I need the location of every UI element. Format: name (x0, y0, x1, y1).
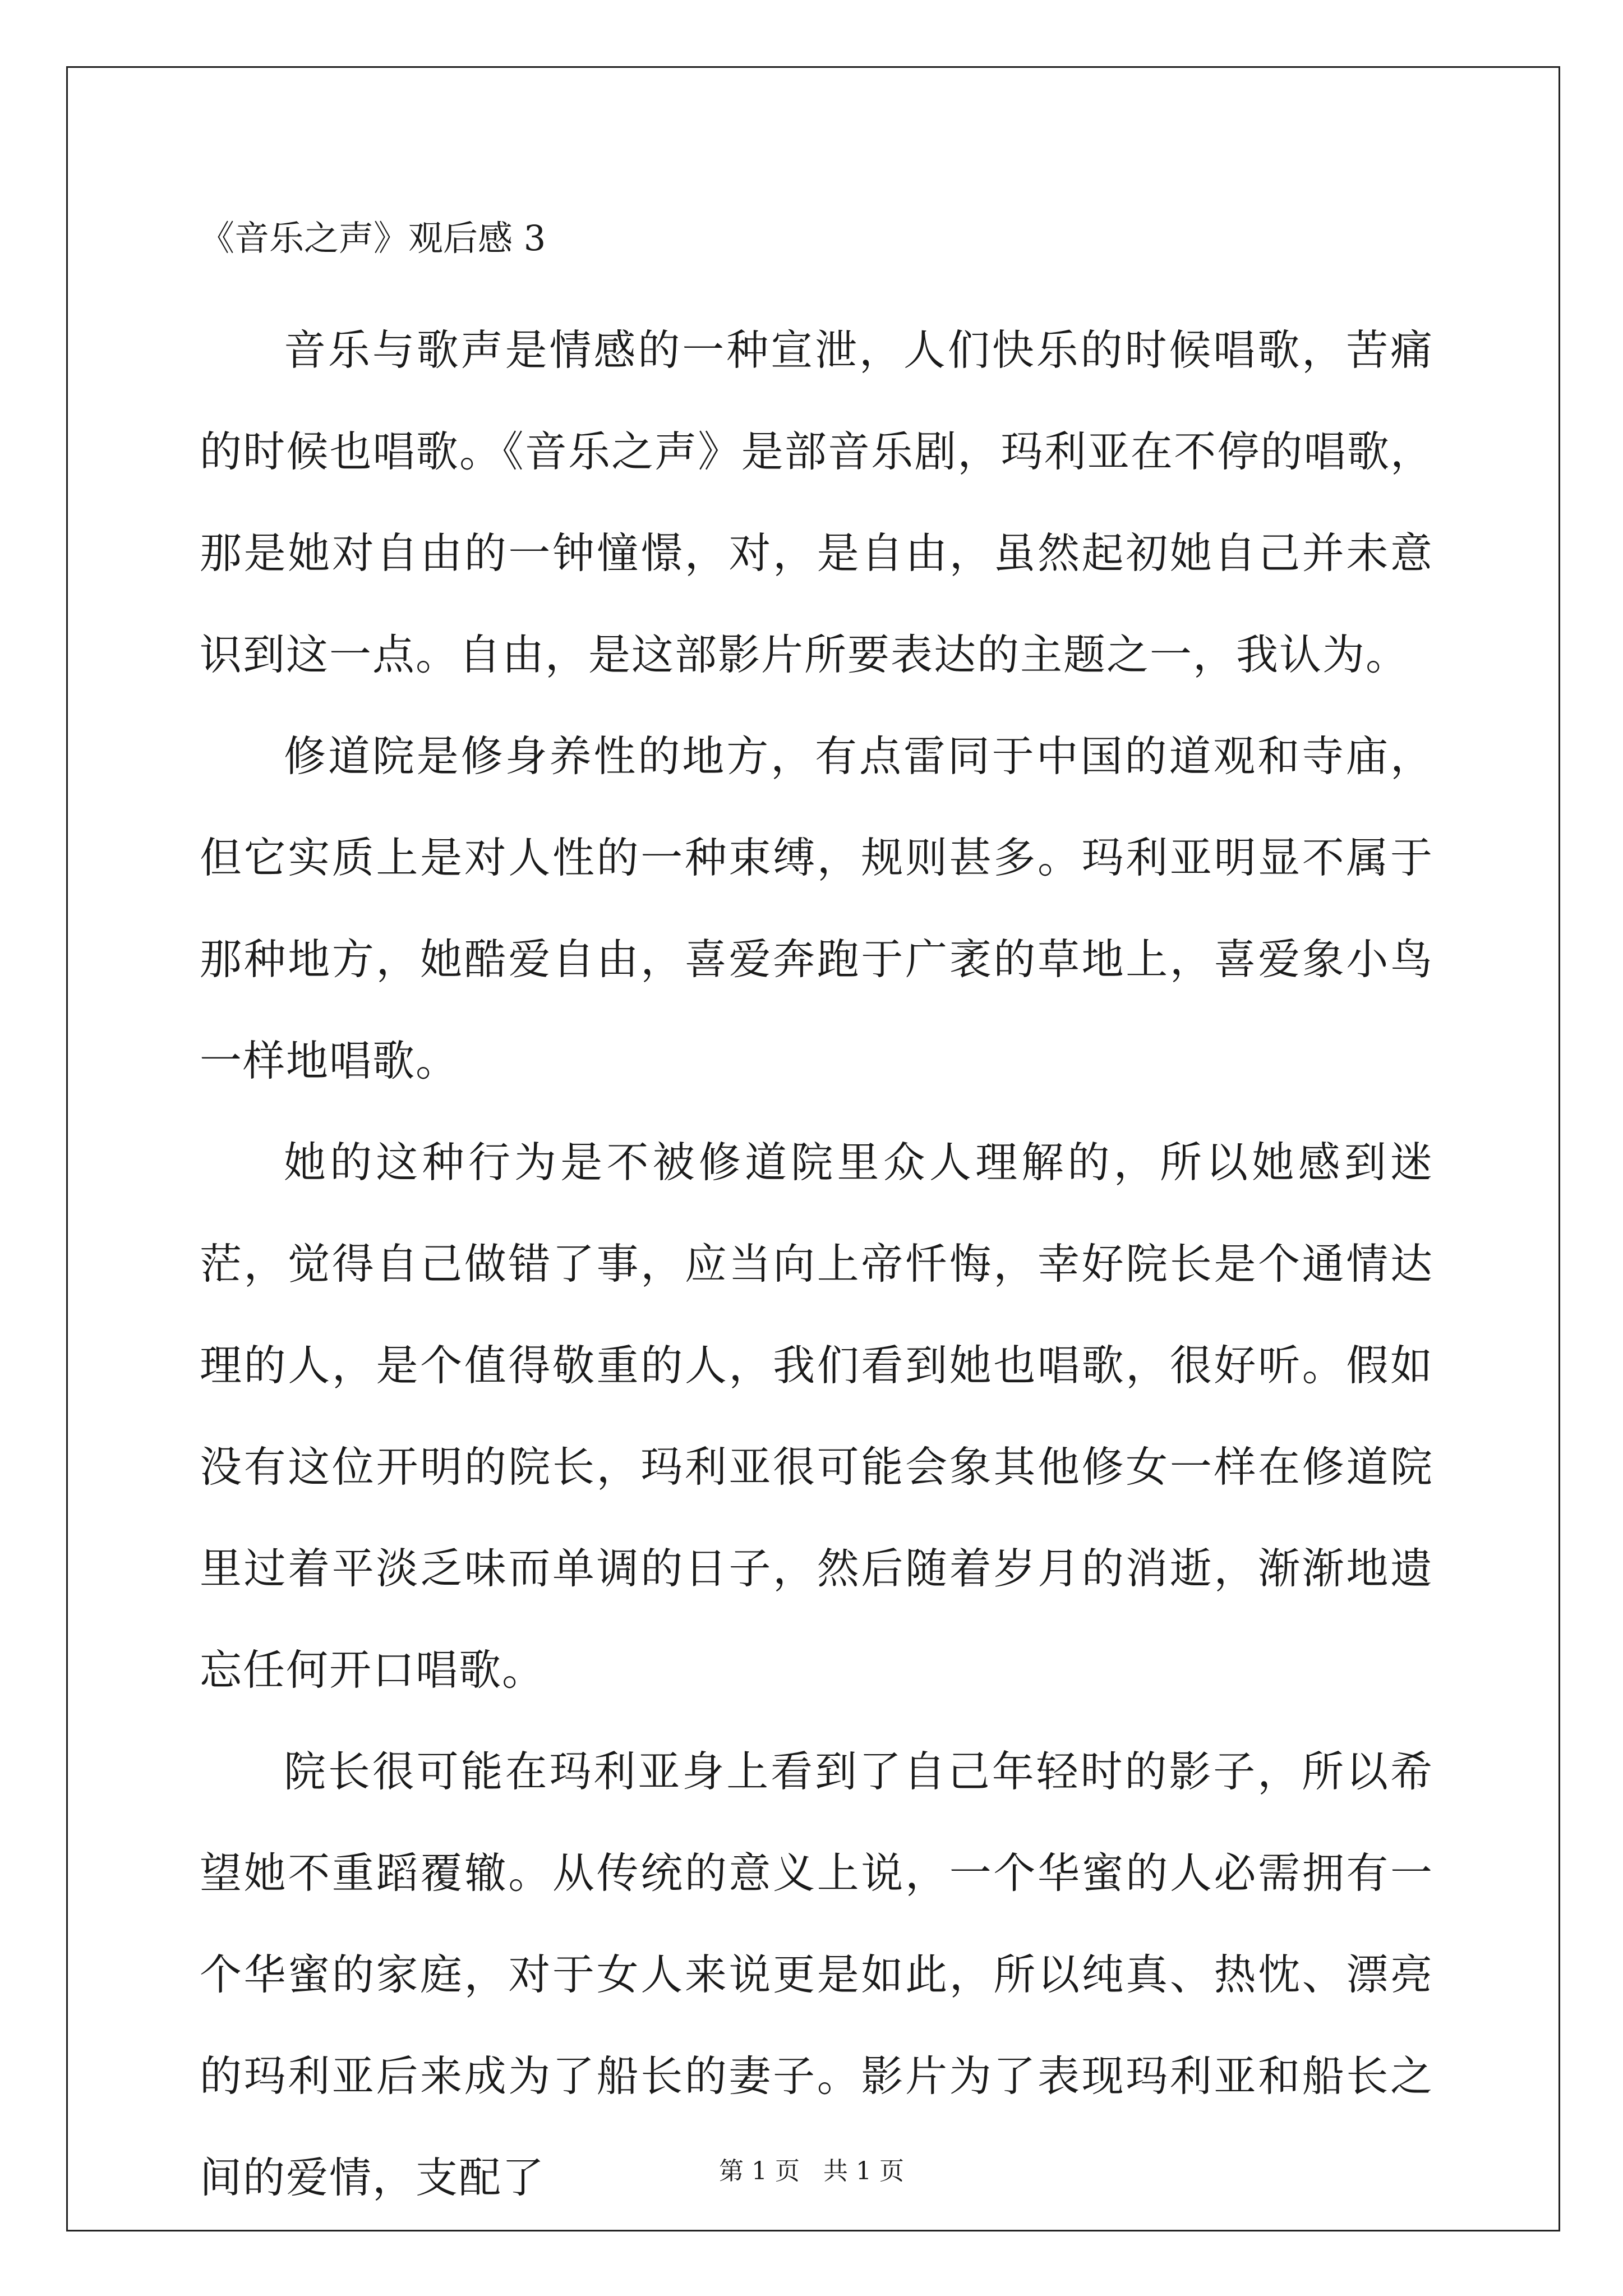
paragraph-1: 音乐与歌声是情感的一种宣泄，人们快乐的时候唱歌，苦痛的时候也唱歌。《音乐之声》是部音乐剧，玛利亚在不停的唱歌，那是她对自由的一钟憧憬，对，是自由，虽然起初她自己并未意识到这一点。自由，是这部影片所要表达的主题之一，我认为。 (200, 325, 1433, 679)
paragraph-3: 她的这种行为是不被修道院里众人理解的，所以她感到迷茫，觉得自己做错了事，应当向上帝忏悔，幸好院长是个通情达理的人，是个值得敬重的人，我们看到她也唱歌，很好听。假如没有这位开明的院长，玛利亚很可能会象其他修女一样在修道院里过着平淡乏味而单调的日子，然后随着岁月的消逝，渐渐地遗忘任何开口唱歌。 (200, 1138, 1433, 1695)
page-total: 共 1 页 (823, 2157, 904, 2185)
paragraph-4: 院长很可能在玛利亚身上看到了自己年轻时的影子，所以希望她不重蹈覆辙。从传统的意义上说，一个华蜜的人必需拥有一个华蜜的家庭，对于女人来说更是如此，所以纯真、热忱、漂亮的玛利亚后来成为了船长的妻子。影片为了表现玛利亚和船长之间的爱情，支配了 (200, 1747, 1433, 2202)
document-body (200, 213, 1433, 2229)
page-footer (0, 2156, 1623, 2187)
page-number: 第 1 页 (719, 2157, 800, 2185)
document-title: 《音乐之声》观后感 3 (200, 218, 546, 259)
paragraph-2: 修道院是修身养性的地方，有点雷同于中国的道观和寺庙，但它实质上是对人性的一种束缚，规则甚多。玛利亚明显不属于那种地方，她酷爱自由，喜爱奔跑于广袤的草地上，喜爱象小鸟一样地唱歌。 (200, 731, 1433, 1085)
